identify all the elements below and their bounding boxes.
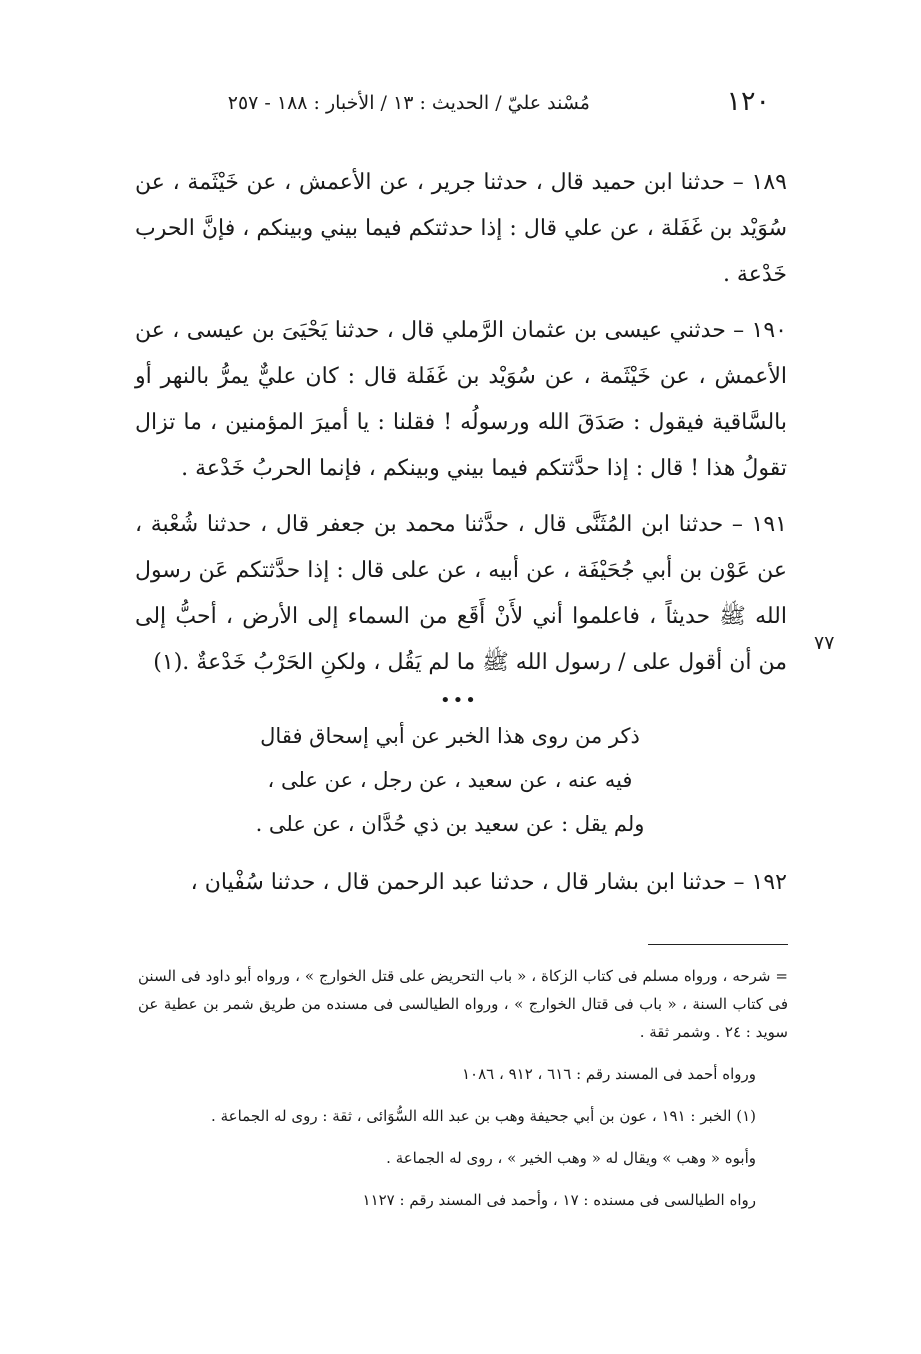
- section-heading-line-2: فيه عنه ، عن سعيد ، عن رجل ، عن على ،: [267, 768, 633, 792]
- hadith-block: [135, 160, 787, 686]
- section-heading-line-3: ولم يقل : عن سعيد بن ذي حُدَّان ، عن على .: [255, 812, 645, 836]
- footnotes: [138, 962, 788, 1214]
- hadith-192: ١٩٢ – حدثنا ابن بشار قال ، حدثنا عبد الرحمن قال ، حدثنا سُفْيان ،: [190, 870, 787, 895]
- footnote-1-sources: رواه الطيالسى فى مسنده : ١٧ ، وأحمد فى المسند رقم : ١١٢٧: [362, 1191, 756, 1209]
- hadith-190: ١٩٠ – حدثني عيسى بن عثمان الرَّملي قال ، حدثنا يَحْيَىَ بن عيسى ، عن الأعمش ، عن خَيْثَمة ، عن سُوَيْد بن غَفَلة قال : كان عليٌّ يمرُّ بالنهر أو بالسَّاقية فيقول : صَدَقَ الله ورسولُه ! فقلنا : يا أميرَ المؤمنين ، ما تزال تقولُ هذا ! قال : إذا حدَّثتكم فيما بيني وبينكم ، فإنما الحربُ خَدْعة .: [135, 318, 787, 481]
- page-header: [200, 86, 770, 126]
- running-title: مُسْند عليّ / الحديث : ١٣ / الأخبار : ١٨٨ - ٢٥٧: [227, 92, 590, 114]
- margin-page-number: ٧٧: [814, 632, 835, 654]
- hadith-191: ١٩١ – حدثنا ابن المُثَنَّى قال ، حدَّثنا محمد بن جعفر قال ، حدثنا شُعْبة ، عن عَوْن بن أبي جُحَيْفَة ، عن أبيه ، عن على قال : إذا حدَّثتكم عَن رسول الله ﷺ حديثاً ، فاعلموا أني لأَنْ أَقَع من السماء إلى الأرض ، أحبُّ إلى من أن أقول على / رسول الله ﷺ ما لم يَقُل ، ولكنِ الحَرْبُ خَدْعةٌ .(١): [135, 512, 787, 675]
- page-number: ١٢٠: [726, 86, 770, 117]
- footnote-1: (١) الخبر : ١٩١ ، عون بن أبي جحيفة وهب بن عبد الله السُّوَائى ، ثقة : روى له الجماعة .: [211, 1107, 756, 1125]
- footnote-1-father: وأبوه « وهب » ويقال له « وهب الخير » ، روى له الجماعة .: [386, 1149, 756, 1167]
- footnote-continuation: = شرحه ، ورواه مسلم فى كتاب الزكاة ، « باب التحريض على قتل الخوارج » ، ورواه أبو داود فى السنن فى كتاب السنة ، « باب فى قتال الخوارج » ، ورواه الطيالسى فى مسنده من طريق شمر بن عطية عن سويد : ٢٤ . وشمر ثقة .: [138, 967, 788, 1041]
- section-separator: •••: [440, 690, 478, 711]
- section-heading-line-1: ذكر من روى هذا الخبر عن أبي إسحاق فقال: [260, 724, 640, 748]
- hadith-189: ١٨٩ – حدثنا ابن حميد قال ، حدثنا جرير ، عن الأعمش ، عن خَيْثَمة ، عن سُوَيْد بن غَفَلة ، عن علي قال : إذا حدثتكم فيما بيني وبينكم ، فإنَّ الحرب خَدْعة .: [135, 170, 787, 287]
- footnote-divider: [648, 944, 788, 945]
- footnote-ahmad: ورواه أحمد فى المسند رقم : ٦١٦ ، ٩١٢ ، ١٠٨٦: [461, 1065, 756, 1083]
- hadith-192-block: [135, 860, 787, 906]
- section-heading: [200, 714, 700, 846]
